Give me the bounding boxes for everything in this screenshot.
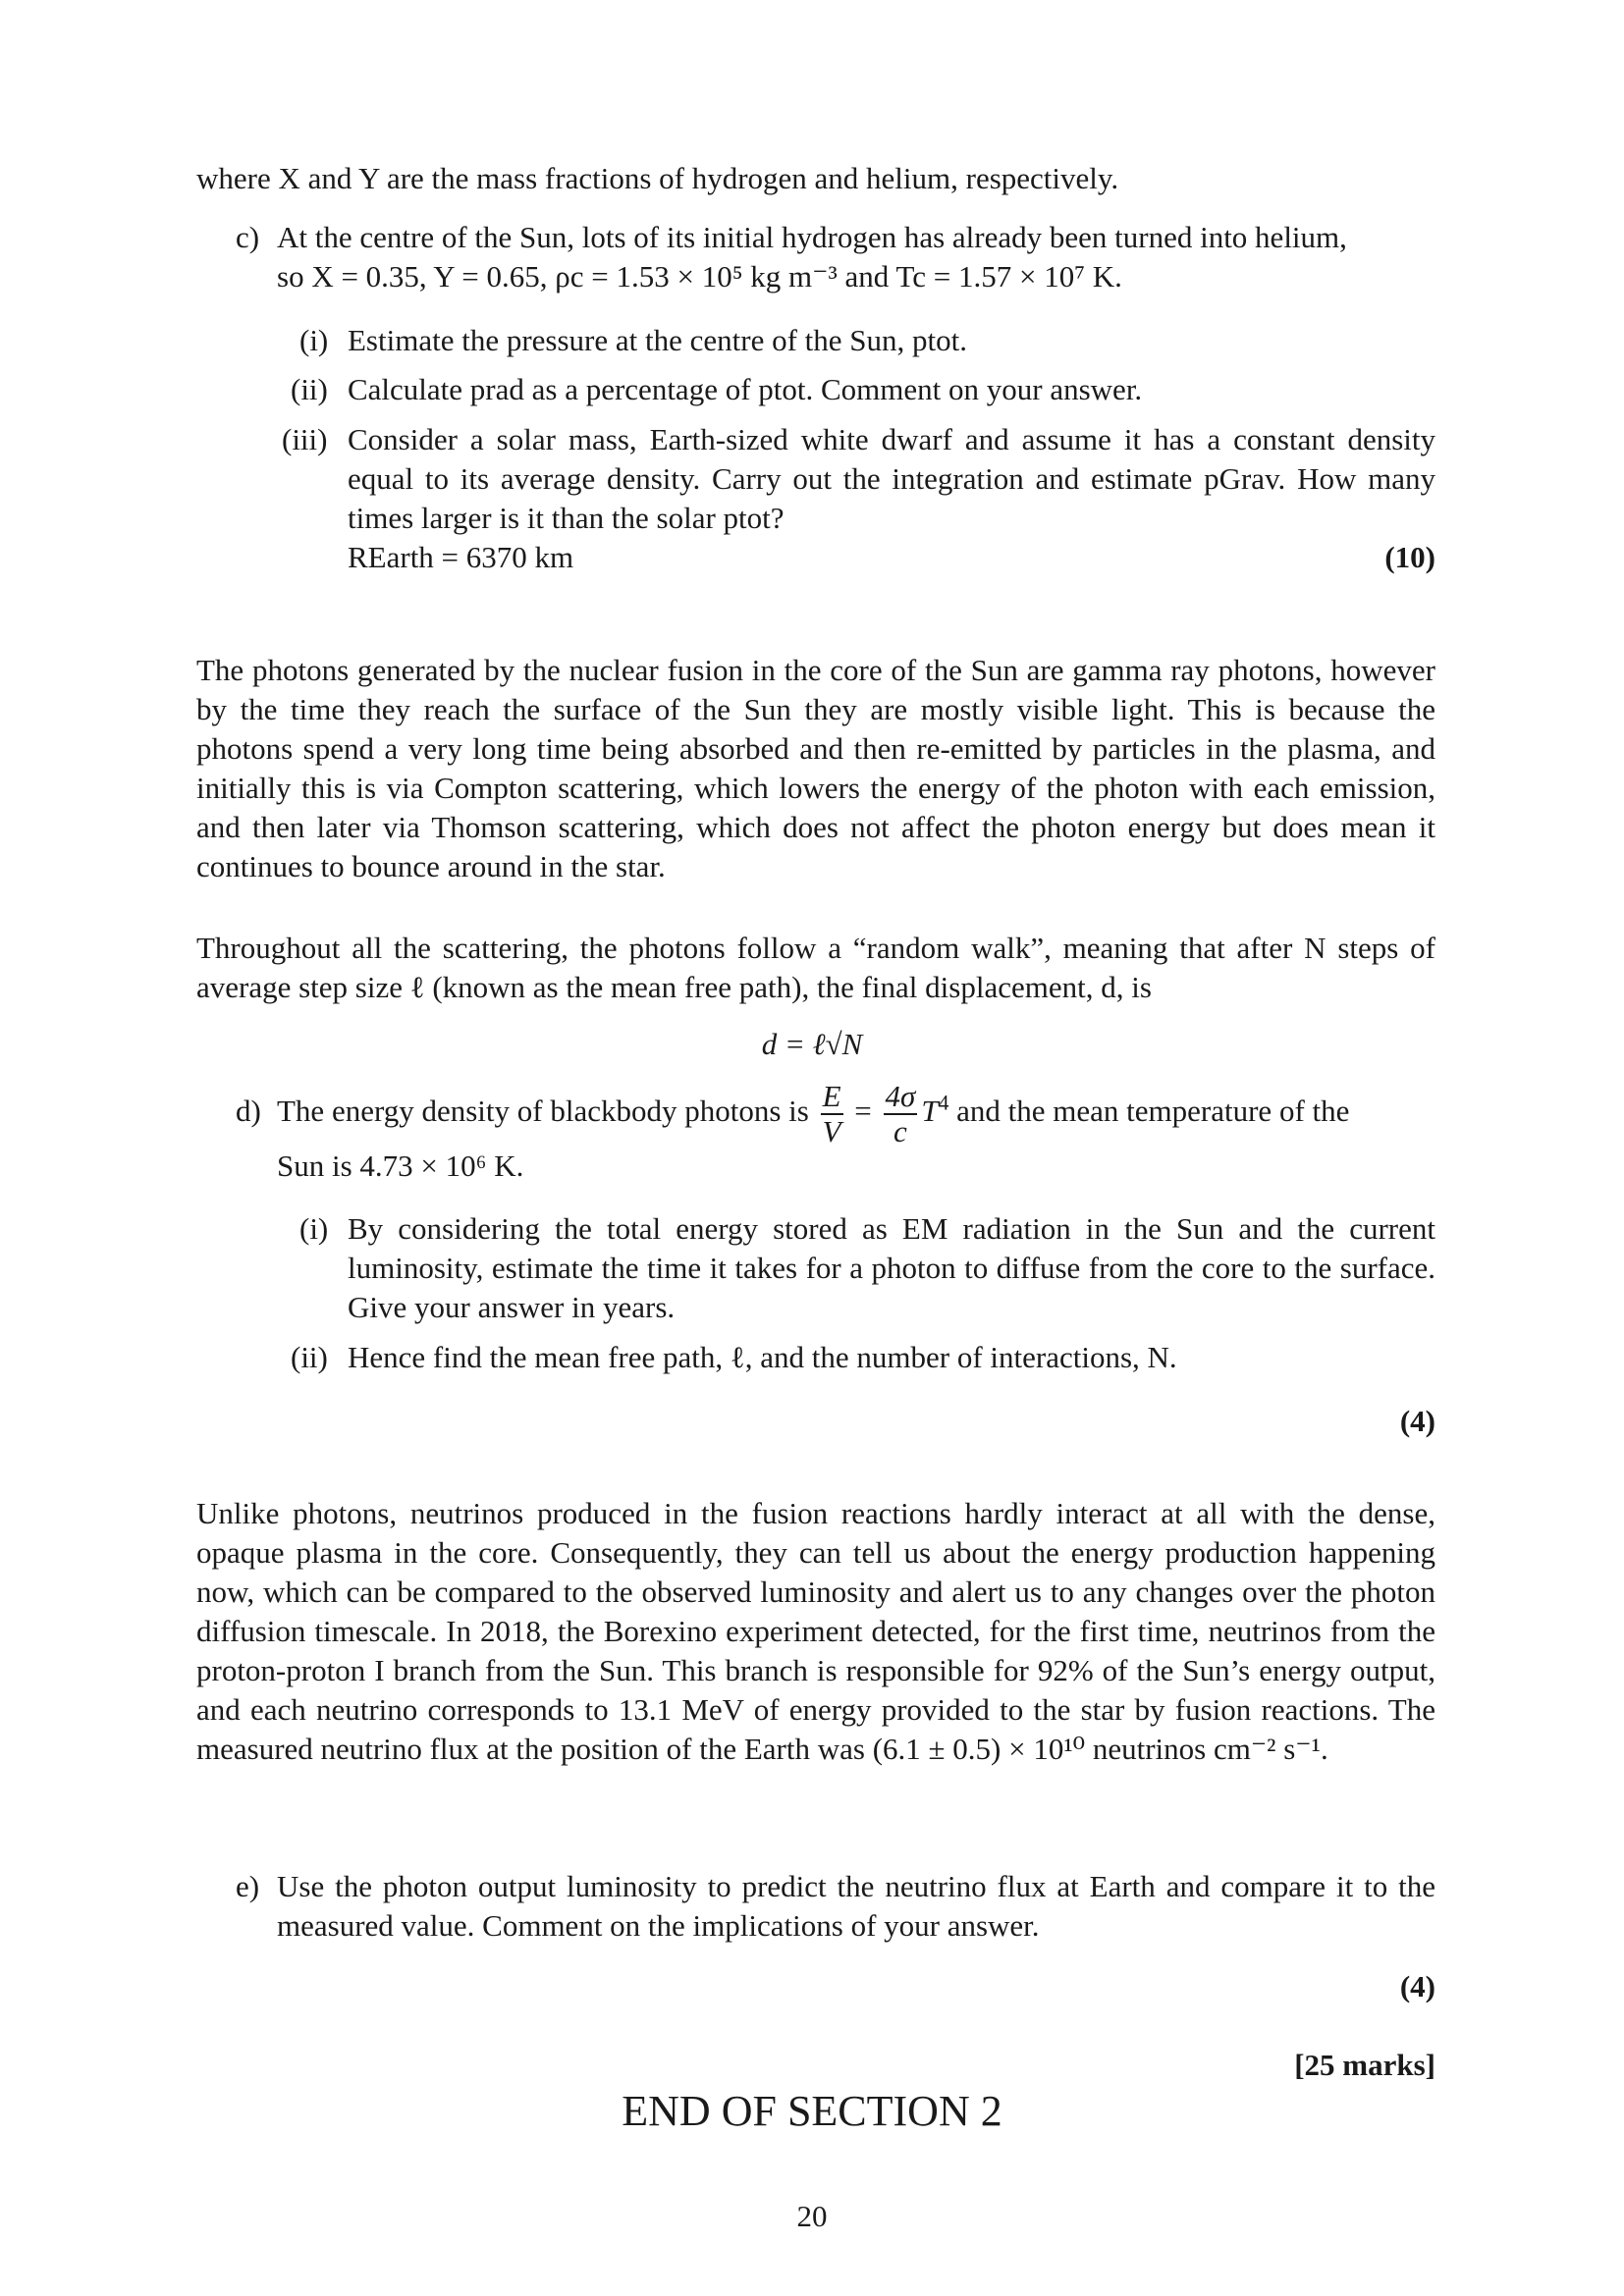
part-c-item-text: Consider a solar mass, Earth-sized white dwarf and assume it has a constant density equal to its average density. Carry out the integration and estimate pGrav. How many times larger is it than the solar ptot? <box>348 422 1435 535</box>
part-c-line1: At the centre of the Sun, lots of its initial hydrogen has already been turned into helium, <box>277 220 1347 254</box>
photons-paragraph: The photons generated by the nuclear fusion in the core of the Sun are gamma ray photons, however by the time they reach the surface of the Sun they are mostly visible light. This is because the photons spend a very long time being absorbed and then re-emitted by particles in the plasma, and initially this is via Compton scattering, which lowers the energy of the photon with each emission, and then later via Thomson scattering, which does not affect the photon energy but does mean it continues to bounce around in the star. <box>196 653 1435 883</box>
total-marks: [25 marks] <box>1294 2048 1435 2082</box>
part-d-item-text: By considering the total energy stored as EM radiation in the Sun and the current luminosity, estimate the time it takes for a photon to diffuse from the core to the surface. Give your answer in years. <box>348 1211 1435 1324</box>
page-number: 20 <box>796 2199 828 2233</box>
part-d-line1: The energy density of blackbody photons is $\frac{E}{V}$ = $\frac{4\sigma}{c}$ $T^4$ and the mean temperature of the <box>277 1078 1350 1148</box>
sigma-over-c-fraction: $\frac{4\sigma}{c}$ <box>885 1078 916 1148</box>
energy-density-fraction: $\frac{E}{V}$ <box>822 1078 841 1148</box>
part-c-item-text: Estimate the pressure at the centre of the Sun, ptot. <box>348 323 968 357</box>
part-e-marks: (4) <box>1399 1969 1435 2003</box>
random-walk-paragraph: Throughout all the scattering, the photons follow a “random walk”, meaning that after N steps of average step size ℓ (known as the mean free path), the final displacement, d, is <box>196 931 1435 1004</box>
part-c-line2: so X = 0.35, Y = 0.65, ρc = 1.53 × 10⁵ kg m⁻³ and Tc = 1.57 × 10⁷ K. <box>277 259 1122 294</box>
part-c-item-label: (i) <box>299 323 329 357</box>
part-c-item-label: (iii) <box>282 422 328 456</box>
part-d-item-label: (i) <box>299 1211 329 1246</box>
part-d-label: d) <box>236 1094 261 1128</box>
intro-text: where X and Y are the mass fractions of hydrogen and helium, respectively. <box>196 161 1119 195</box>
part-d-line1-before: The energy density of blackbody photons is <box>277 1094 809 1128</box>
part-c-label: c) <box>236 220 260 254</box>
part-c-given: REarth = 6370 km <box>348 540 574 574</box>
part-d-line2: Sun is 4.73 × 10⁶ K. <box>277 1148 524 1183</box>
part-d-line1-after: and the mean temperature of the <box>956 1094 1350 1128</box>
part-c-marks: (10) <box>1384 540 1435 574</box>
part-c-item-label: (ii) <box>291 372 328 406</box>
random-walk-equation: d = ℓ√N <box>761 1027 863 1061</box>
part-d-marks: (4) <box>1399 1404 1435 1438</box>
part-e-text: Use the photon output luminosity to predict the neutrino flux at Earth and compare it to the measured value. Comment on the implications of your answer. <box>277 1869 1435 1943</box>
end-of-section-title: END OF SECTION 2 <box>622 2087 1002 2135</box>
part-c-item-text: Calculate prad as a percentage of ptot. Comment on your answer. <box>348 372 1143 406</box>
part-e-label: e) <box>236 1869 260 1903</box>
neutrino-paragraph: Unlike photons, neutrinos produced in the fusion reactions hardly interact at all with the dense, opaque plasma in the core. Consequently, they can tell us about the energy production happening now, which can be compared to the observed luminosity and alert us to any changes over the photon diffusion timescale. In 2018, the Borexino experiment detected, for the first time, neutrinos from the proton-proton I branch from the Sun. This branch is responsible for 92% of the Sun’s energy output, and each neutrino corresponds to 13.1 MeV of energy provided to the star by fusion reactions. The measured neutrino flux at the position of the Earth was (6.1 ± 0.5) × 10¹⁰ neutrinos cm⁻² s⁻¹. <box>196 1496 1435 1766</box>
part-d-item-label: (ii) <box>291 1340 328 1374</box>
part-d-item-text: Hence find the mean free path, ℓ, and the number of interactions, N. <box>348 1340 1177 1374</box>
